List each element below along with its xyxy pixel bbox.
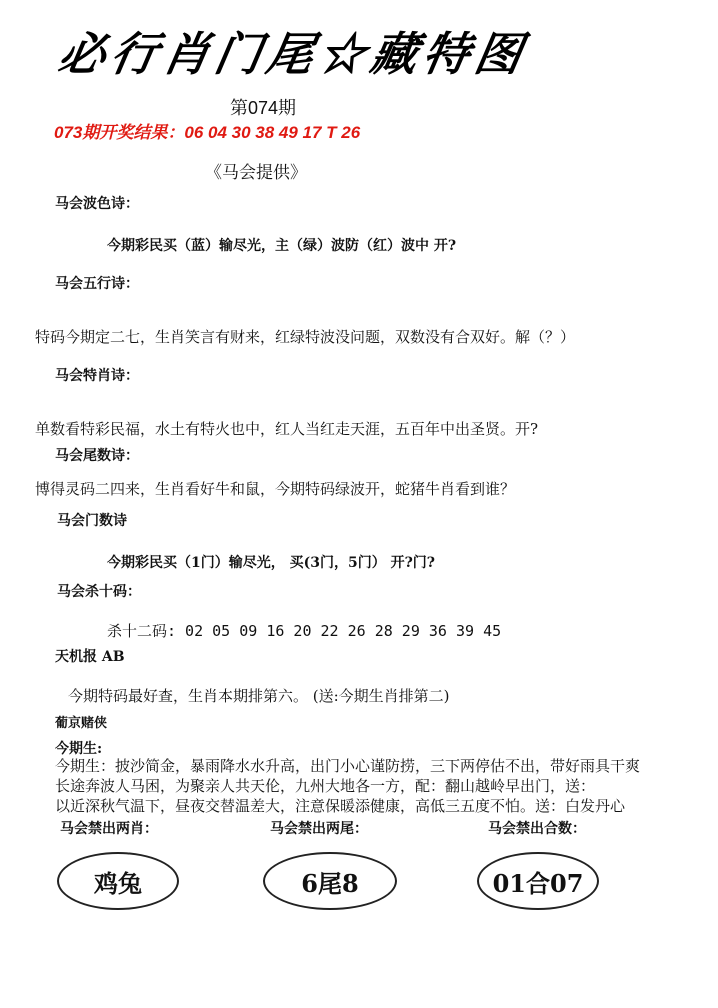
ban-zodiac-value: 鸡兔: [57, 852, 179, 910]
kill-twelve-numbers: 杀十二码: 02 05 09 16 20 22 26 28 29 36 39 45: [107, 622, 502, 640]
zodiac-poem-label: 马会特肖诗：: [55, 368, 139, 384]
zodiac-poem-text: 单数看特彩民福，水土有特火也中，红人当红走天涯，五百年中出圣贤。开?: [35, 420, 539, 438]
wave-poem-label: 马会波色诗：: [55, 196, 139, 212]
door-poem-label: 马会门数诗: [57, 513, 127, 529]
ban-sum-value: 01合07: [477, 852, 599, 910]
five-elements-text: 特码今期定二七，生肖笑言有财来，红绿特波没问题，双数没有合双好。解（？）: [35, 328, 576, 346]
ban-tail-value: 6尾8: [263, 852, 397, 910]
five-elements-label: 马会五行诗：: [55, 276, 139, 292]
jinqi-line-3: 以近深秋气温下，昼夜交替温差大，注意保暖添健康，高低三五度不怕。送：白发丹心: [55, 797, 626, 815]
previous-result: 073期开奖结果：06 04 30 38 49 17 T 26: [54, 123, 361, 142]
jinqi-label: 今期生:: [55, 741, 103, 757]
door-poem-text: 今期彩民买（1门）输尽光， 买(3门，5门） 开?门?: [107, 555, 436, 571]
tail-poem-text: 博得灵码二四来，生肖看好牛和鼠，今期特码绿波开，蛇猪牛肖看到谁？: [35, 480, 516, 498]
tianji-text: 今期特码最好查，生肖本期排第六。 (送:今期生肖排第二): [68, 687, 450, 705]
issue-number: 第074期: [230, 98, 297, 118]
tail-poem-label: 马会尾数诗：: [55, 448, 139, 464]
provider-label: 《马会提供》: [205, 163, 307, 183]
pujing-label: 葡京赌侠: [55, 716, 108, 731]
ban-zodiac-label: 马会禁出两肖：: [60, 821, 158, 837]
ban-tail-label: 马会禁出两尾：: [270, 821, 368, 837]
wave-poem-text: 今期彩民买（蓝）输尽光，主（绿）波防（红）波中 开?: [107, 238, 457, 254]
jinqi-line-1: 今期生：披沙简金，暴雨降水水升高，出门小心谨防捞，三下两停估不出，带好雨具干爽: [55, 757, 641, 775]
page-title: 必行肖门尾☆藏特图: [54, 27, 533, 81]
jinqi-line-2: 长途奔波人马困，为聚亲人共天伦，九州大地各一方，配：翻山越岭早出门，送：: [55, 777, 596, 795]
tianji-label: 天机报 AB: [55, 649, 125, 665]
kill-ten-label: 马会杀十码：: [57, 584, 141, 600]
ban-sum-label: 马会禁出合数：: [488, 821, 586, 837]
